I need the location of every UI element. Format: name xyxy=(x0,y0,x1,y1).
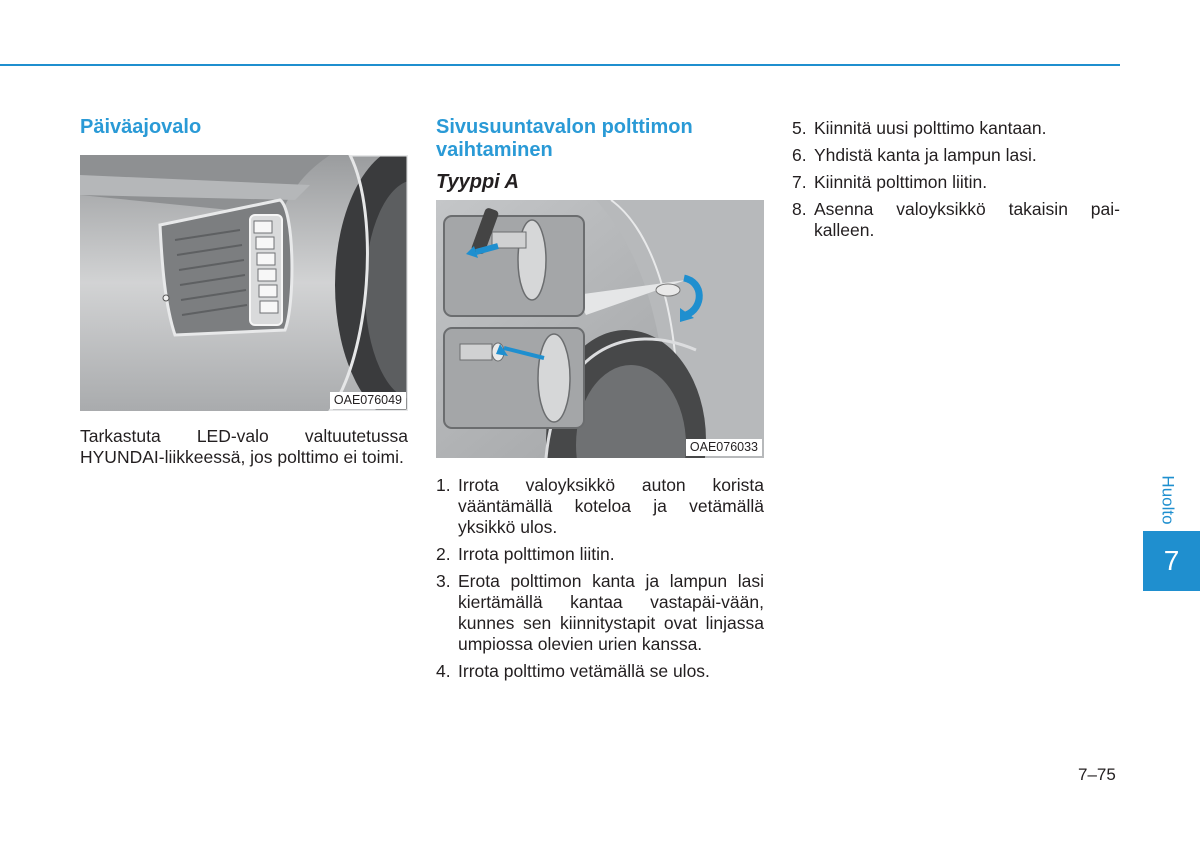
step-text: Kiinnitä polttimon liitin. xyxy=(814,172,988,192)
list-item xyxy=(792,172,1120,193)
figure-code: OAE076049 xyxy=(330,392,406,409)
step-number: 8. xyxy=(792,199,807,219)
step-text: Irrota polttimo vetämällä se ulos. xyxy=(458,661,710,681)
section-heading: Sivusuuntavalon polttimon vaihtaminen xyxy=(436,116,693,161)
list-item xyxy=(436,661,764,682)
side-repeater-illustration xyxy=(436,200,764,458)
list-item xyxy=(436,475,764,538)
step-text: Erota polttimon kanta ja lampun lasi kiertämällä kantaa vastapäi-vään, kunnes sen kiinnitystapit ovat linjassa umpiossa olevien urien kanssa. xyxy=(458,571,764,654)
drl-illustration xyxy=(80,155,408,411)
list-item xyxy=(792,199,1120,241)
step-number: 7. xyxy=(792,172,807,192)
side-repeater-drawing xyxy=(436,200,764,458)
page-number: 7–75 xyxy=(1078,765,1116,784)
step-text: Irrota polttimon liitin. xyxy=(458,544,615,564)
section-heading: Päiväajovalo xyxy=(80,116,202,138)
list-item xyxy=(792,145,1120,166)
instruction-list xyxy=(436,475,764,682)
step-number: 5. xyxy=(792,118,807,138)
step-text: Irrota valoyksikkö auton korista vääntämällä koteloa ja vetämällä yksikkö ulos. xyxy=(458,475,764,537)
list-item xyxy=(792,118,1120,139)
step-number: 1. xyxy=(436,475,451,495)
step-text: Yhdistä kanta ja lampun lasi. xyxy=(814,145,1037,165)
step-text: Asenna valoyksikkö takaisin pai-kalleen. xyxy=(814,199,1120,240)
step-number: 3. xyxy=(436,571,451,591)
instruction-list xyxy=(792,118,1120,241)
section-daytime-running-light xyxy=(80,116,408,468)
type-subheading: Tyyppi A xyxy=(436,171,519,193)
step-number: 6. xyxy=(792,145,807,165)
chapter-label-text: Huolto xyxy=(1159,475,1179,525)
section-continued-steps xyxy=(792,116,1120,247)
list-item xyxy=(436,544,764,565)
list-item xyxy=(436,571,764,655)
drl-drawing xyxy=(80,155,408,411)
step-number: 2. xyxy=(436,544,451,564)
step-text: Kiinnitä uusi polttimo kantaan. xyxy=(814,118,1047,138)
step-number: 4. xyxy=(436,661,451,681)
header-rule xyxy=(0,64,1120,66)
chapter-side-label xyxy=(1148,470,1188,530)
body-text: Tarkastuta LED-valo valtuutetussa HYUNDAI-liikkeessä, jos polttimo ei toimi. xyxy=(80,426,408,467)
figure-code: OAE076033 xyxy=(686,439,762,456)
section-side-repeater xyxy=(436,116,764,688)
chapter-tab: 7 xyxy=(1143,531,1200,591)
